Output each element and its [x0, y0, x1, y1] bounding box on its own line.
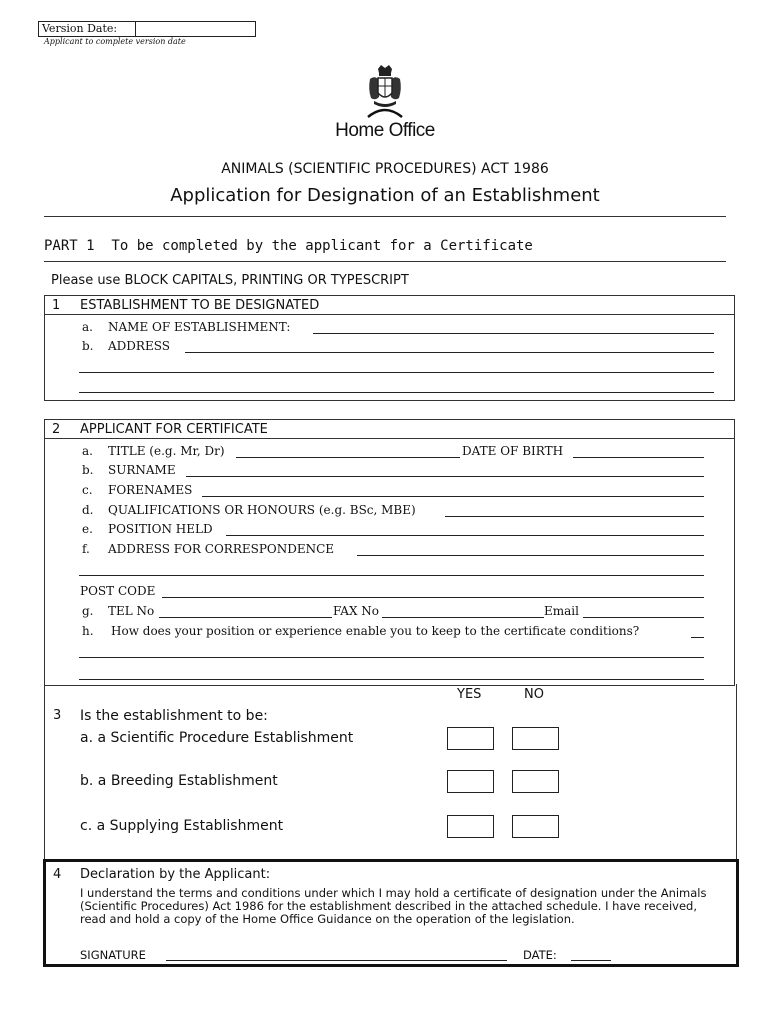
section-establishment-type: [44, 684, 737, 859]
date-field[interactable]: [571, 960, 611, 961]
surname-label: SURNAME: [108, 463, 176, 477]
correspondence-address-field[interactable]: [79, 575, 704, 576]
section-number: 1: [52, 298, 61, 313]
version-date-note: Applicant to complete version date: [44, 37, 186, 46]
section-header: [45, 420, 734, 439]
version-date-divider: [135, 22, 136, 36]
declaration-text: I understand the terms and conditions under which I may hold a certificate of designation under the Animals (Scientific Procedures) Act 1986 for the establishment described in the attached schedule. I have received, read and hold a copy of the Home Office Guidance on the operation of the legislation.: [80, 886, 707, 926]
experience-field[interactable]: [79, 679, 704, 680]
section-title: Declaration by the Applicant:: [80, 867, 271, 882]
version-date-label: Version Date:: [42, 22, 118, 35]
email-field[interactable]: [583, 617, 704, 618]
signature-label: SIGNATURE: [80, 948, 146, 962]
correspondence-address-field[interactable]: [357, 555, 704, 556]
option-breeding: b. a Breeding Establishment: [80, 773, 278, 789]
instructions: Please use BLOCK CAPITALS, PRINTING OR TYPESCRIPT: [51, 273, 409, 288]
tel-label: TEL No: [108, 604, 155, 618]
dob-field[interactable]: [573, 457, 704, 458]
item-letter: c.: [82, 483, 93, 497]
item-letter: b.: [82, 463, 94, 477]
experience-field[interactable]: [79, 657, 704, 658]
qualifications-field[interactable]: [445, 516, 704, 517]
dob-label: DATE OF BIRTH: [462, 444, 564, 458]
experience-field[interactable]: [691, 637, 704, 638]
section-number: 4: [53, 867, 62, 882]
no-column-header: NO: [524, 687, 544, 702]
date-label: DATE:: [523, 948, 557, 962]
supplying-no-checkbox[interactable]: [512, 815, 559, 838]
correspondence-address-label: ADDRESS FOR CORRESPONDENCE: [108, 542, 335, 556]
postcode-label: POST CODE: [80, 584, 156, 598]
item-letter: b.: [82, 339, 94, 353]
item-letter: a.: [82, 320, 93, 334]
forenames-label: FORENAMES: [108, 483, 193, 497]
item-letter: f.: [82, 542, 90, 556]
section-title: APPLICANT FOR CERTIFICATE: [80, 422, 268, 437]
scientific-yes-checkbox[interactable]: [447, 727, 494, 750]
breeding-yes-checkbox[interactable]: [447, 770, 494, 793]
fax-label: FAX No: [333, 604, 380, 618]
postcode-field[interactable]: [162, 597, 704, 598]
section-title: ESTABLISHMENT TO BE DESIGNATED: [80, 298, 320, 313]
section-declaration: [43, 859, 739, 967]
signature-field[interactable]: [166, 960, 507, 961]
divider: [44, 216, 726, 217]
establishment-address-label: ADDRESS: [108, 339, 170, 353]
option-supplying: c. a Supplying Establishment: [80, 818, 284, 834]
item-letter: g.: [82, 604, 94, 618]
royal-crest-icon: [366, 63, 404, 119]
item-letter: h.: [82, 624, 94, 638]
section-header: [45, 296, 734, 315]
section-applicant: [44, 419, 735, 686]
qualifications-label: QUALIFICATIONS OR HONOURS (e.g. BSc, MBE): [108, 503, 416, 517]
item-letter: d.: [82, 503, 94, 517]
scientific-no-checkbox[interactable]: [512, 727, 559, 750]
section-number: 2: [52, 422, 61, 437]
item-letter: e.: [82, 522, 93, 536]
position-label: POSITION HELD: [108, 522, 213, 536]
section-question: Is the establishment to be:: [80, 708, 268, 724]
section-establishment: [44, 295, 735, 401]
divider: [44, 261, 726, 262]
tel-field[interactable]: [159, 617, 332, 618]
establishment-address-field[interactable]: [79, 372, 714, 373]
establishment-address-field[interactable]: [79, 392, 714, 393]
title-label: TITLE (e.g. Mr, Dr): [108, 444, 225, 458]
fax-field[interactable]: [382, 617, 544, 618]
supplying-yes-checkbox[interactable]: [447, 815, 494, 838]
title-field[interactable]: [236, 457, 460, 458]
email-label: Email: [544, 604, 579, 618]
breeding-no-checkbox[interactable]: [512, 770, 559, 793]
part-heading: PART 1 To be completed by the applicant for a Certificate: [44, 238, 533, 254]
option-scientific-procedure: a. a Scientific Procedure Establishment: [80, 730, 354, 746]
version-date-box: [38, 21, 256, 37]
yes-column-header: YES: [457, 687, 482, 702]
surname-field[interactable]: [186, 476, 704, 477]
home-office-logo-text: Home Office: [335, 120, 435, 141]
forenames-field[interactable]: [202, 496, 704, 497]
experience-question-label: How does your position or experience enable you to keep to the certificate conditions?: [111, 624, 640, 638]
establishment-name-label: NAME OF ESTABLISHMENT:: [108, 320, 291, 334]
page-title: Application for Designation of an Establishment: [170, 185, 600, 206]
position-field[interactable]: [226, 535, 704, 536]
act-title: ANIMALS (SCIENTIFIC PROCEDURES) ACT 1986: [221, 161, 549, 177]
establishment-address-field[interactable]: [185, 352, 714, 353]
section-number: 3: [53, 708, 62, 723]
establishment-name-field[interactable]: [313, 333, 714, 334]
item-letter: a.: [82, 444, 93, 458]
